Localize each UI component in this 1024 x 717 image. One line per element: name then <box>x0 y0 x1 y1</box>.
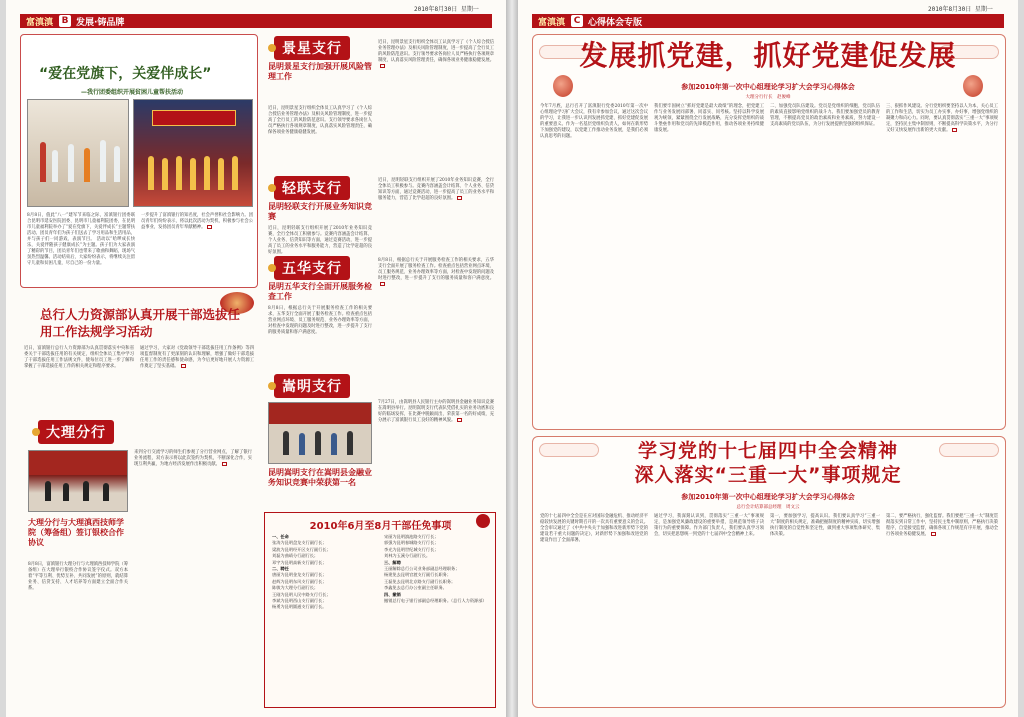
notice-item: 唐丽为昆明金龙支行副行长； <box>272 572 327 578</box>
branch-tag-wuhua: 五华支行 <box>274 256 350 280</box>
article-body-col1: 近日，富滇银行总行人力资源部为认真贯彻落实中央和省委关于干部选拔任用的有关规定，组织全体员工集中学习了干部选拔任用工作法规文件，使每位员工进一步了解和掌握了干部选拔任用工作的相关规定和程序要求。 <box>24 346 134 369</box>
notice-item: 王磊免去昆明北京路支行副行长职务； <box>384 578 456 584</box>
notice-item: 撤销总行电子银行部副总经理职务。（总行人力资源部） <box>384 598 487 604</box>
masthead-logo: 富滇滇 <box>26 17 54 28</box>
wuhua-article-title: 昆明五华支行全面开展服务检查工作 <box>268 282 372 301</box>
notice-item: 宋丽为昆明滇池路支行行长； <box>384 534 439 539</box>
notice-item: 陈敏为大理分行副行长； <box>272 585 319 591</box>
photo-dali-signing <box>28 450 128 512</box>
article-body-col2: 通过学习，我深刻认识到，贯彻落实“三重一大”事项规定，是加强党风廉政建设的重要举措，是规范领导班子决策行为的重要保障。作为部门负责人，我们要认真学习领会，切实把思想统一到党的十七届四中全会精神上来。 <box>654 514 764 537</box>
notice-item: 刘磊为曲靖分行副行长； <box>272 553 319 559</box>
jingxing-article-body-col1: 近日，昆明景星支行组织全体员工认真学习了《个人综合授信业务管理办法》及相关风险管理制度，进一步提高了全行员工的风险防范意识。支行领导要求各岗位人员严格执行各项规章制度，认真落实风险管理责任，确保各项业务健康稳健发展。 <box>268 106 372 135</box>
article-body-col4: 三、狠抓作风建设。分行党组织要坚持以人为本，关心员工的工作和生活，切实为员工办实事、办好事，增强党组织的凝聚力和向心力。同时，要认真贯彻落实“三重一大”事项规定，坚持民主集中制原则，不断提高科学决策水平，为分行又好又快发展作出新的更大贡献。 <box>886 104 998 133</box>
notice-item: 赵辉为昆明东风支行副行长； <box>272 578 327 584</box>
pen-icon <box>476 514 490 528</box>
photo-songming-award <box>268 402 372 464</box>
notice-item: 王丽解除总行公司业务部副总经理职务； <box>384 566 460 572</box>
article-subtitle: 参加2010年第一次中心组理论学习扩大会学习心得体会 <box>681 493 855 501</box>
notice-item: 李斌为昆明西山支行副行长； <box>272 598 327 604</box>
branch-tag-jingxing: 景星支行 <box>274 36 350 60</box>
end-mark-icon <box>380 64 385 68</box>
notice-item: 杨建免去昆明官渡支行副行长职务； <box>384 572 452 578</box>
personnel-notice-col2 <box>384 534 492 604</box>
jingxing-article-title: 昆明景星支行加强开展风险管理工作 <box>268 62 372 81</box>
article-title: 总行人力资源部认真开展干部选拔任用工作法规学习活动 <box>40 307 241 339</box>
article-children-aid <box>20 34 258 288</box>
dali-article-body-col1: 8月8日，富滇银行大理分行与大理滇西技师学院（筹备组）在大理举行银校合作协议签字仪式。双方本着“平等互利、优势互补、共同发展”的原则，就结算业务、信贷支持、人才培养等方面建立全面合作关系。 <box>28 562 128 591</box>
branch-tag-qinglian: 轻联支行 <box>274 176 350 200</box>
end-mark-icon <box>380 282 385 286</box>
section-title: 心得体会专版 <box>588 17 643 28</box>
qinglian-article-body-col1: 近日，昆明轻联支行组织开展了2010年业务知识竞赛，全行全体员工积极参与。竞赛内容涵盖会计结算、个人业务、信贷知识等方面，通过竞赛活动，进一步提高了员工的业务水平和服务能力，营造了比学赶超的良好氛围。 <box>268 226 372 255</box>
article-title-line1: 学习党的十七届四中全会精神 <box>637 440 898 462</box>
notice-section-heading: 一、任命 <box>272 534 289 539</box>
dateline: 2010年8月30日 星期一 <box>928 6 993 13</box>
branch-tag-dali: 大理分行 <box>38 420 114 444</box>
page-c <box>518 0 1018 717</box>
article-byline: 大理分行行长 赵俊峰 <box>745 95 791 100</box>
page-gutter <box>506 0 518 717</box>
article-title: 发展抓党建，抓好党建促发展 <box>579 39 957 72</box>
branch-tag-songming: 嵩明支行 <box>274 374 350 398</box>
wuhua-article-body-col2: 8月8日，根据总行关于开展服务检查工作的相关要求，五华支行全面开展了服务检查工作。检查重点包括营业网点环境、员工服务规范、业务办理效率等方面，对检查中发现的问题及时进行整改，进一步提升了支行的服务质量和客户满意度。 <box>378 258 494 366</box>
article-byline: 总行会计结算部总经理 周文云 <box>736 505 800 510</box>
notice-item: 郭强为昆明春城路支行行长； <box>384 540 439 546</box>
masthead <box>20 14 492 28</box>
notice-section-heading: 二、聘任 <box>272 566 289 572</box>
notice-item: 李光为昆明世纪城支行行长； <box>384 546 439 552</box>
page-b <box>6 0 506 717</box>
article-subtitle: —我行团委组织开展贫困儿童帮扶活动 <box>81 89 184 96</box>
end-mark-icon <box>207 225 212 229</box>
article-subtitle: 参加2010年第一次中心组理论学习扩大会学习心得体会 <box>681 83 855 91</box>
end-mark-icon <box>222 462 227 466</box>
photo-stage-performance <box>133 99 253 207</box>
notice-item: 李鑫免去总行办公室副主任职务。 <box>384 585 447 591</box>
dali-article-title: 大理分行与大理滇西技师学院（筹备组）签订银校合作协议 <box>28 518 124 547</box>
notice-item: 刘林为玉溪分行副行长。 <box>384 553 431 559</box>
notice-item: 张涛为昆明盘龙支行副行长； <box>272 540 327 546</box>
article-body-col1: 今年7月底，总行召开了富滇银行党委2010年第一次中心组理论学习扩大会议，我有幸参加会议，通过这次会议的学习，让我进一步认识到发展抓党建、抓好党建促发展的重要意义。作为一名基层党组织负责人，如何在新形势下加强党的建设，以党建工作推动业务发展，是我们必须认真思考的问题。 <box>540 104 648 139</box>
songming-article-body: 7月27日，由嵩明县人民银行主办的嵩明县金融业务知识竞赛在嵩明县举行。昆明嵩明支行代表队凭借扎实的业务功底和良好的临场发挥，在比赛中脱颖而出，荣获第一名的好成绩，充分展示了富滇银行员工良好的精神风貌。 <box>378 400 495 423</box>
article-body-col2: 我们要牢固树立“抓好党建是最大政绩”的理念，把党建工作与业务发展同部署、同落实、同考核。坚持以科学发展观为统领，紧紧围绕全行发展战略，充分发挥党组织的战斗堡垒作用和党员的先锋模范作用，推动各项业务持续健康发展。 <box>654 104 764 133</box>
article-title: “爱在党旗下，关爱伴成长” <box>39 66 212 82</box>
end-mark-icon <box>952 128 957 132</box>
end-mark-icon <box>457 418 462 422</box>
article-body-col3: 二、加强党员队伍建设。党员是党组织的细胞，党员队伍的素质直接影响党组织的战斗力。我们要加强党员的教育管理，不断提高党员的政治素质和业务素质，努力建设一支高素质的党员队伍，为分行发展提供坚强的组织保证。 <box>770 104 880 127</box>
section-letter: C <box>571 15 583 27</box>
notice-item: 梁波为昆明经开区支行副行长； <box>272 546 331 552</box>
masthead <box>532 14 1004 28</box>
end-mark-icon <box>457 196 462 200</box>
notice-section-heading: 三、解聘 <box>384 559 401 565</box>
article-title-line2: 深入落实“三重一大”事项规定 <box>634 464 902 486</box>
notice-section-heading: 四、撤销 <box>384 591 401 597</box>
dali-article-body-col2: 来到分行交流学习的师生们参观了分行营业网点，了解了银行业务流程，双方表示将以此次签约为契机，不断深化合作，实现互利共赢，为地方经济发展作出积极贡献。 <box>134 450 252 467</box>
personnel-notice-title: 2010年6月至8月干部任免事项 <box>309 521 452 532</box>
personnel-notice-col1 <box>272 534 376 611</box>
section-letter: B <box>59 15 71 27</box>
qinglian-article-body-col2: 近日，昆明轻联支行组织开展了2010年业务知识竞赛，全行全体员工积极参与。竞赛内容涵盖会计结算、个人业务、信贷知识等方面，通过竞赛活动，进一步提高了员工的业务水平和服务能力，营造了比学赶超的良好氛围。 <box>378 178 495 201</box>
article-body-col1: 党的十七届四中全会是在应对国际金融危机、推动经济平稳较快发展的关键时期召开的一次具有重要意义的会议。全会审议通过了《中共中央关于加强和改进新形势下党的建设若干重大问题的决定》，对新形势下加强和改进党的建设作出了全面部署。 <box>540 514 648 543</box>
dateline: 2010年8月30日 星期一 <box>414 6 479 13</box>
songming-article-title: 昆明嵩明支行在嵩明县金融业务知识竞赛中荣获第一名 <box>268 468 372 487</box>
notice-item: 邓宇为昆明高新支行副行长； <box>272 559 327 565</box>
end-mark-icon <box>931 532 936 536</box>
article-body-col4: 第二，要严格执行，强化监督。我们要把“三重一大”制度贯彻落实到日常工作中，坚持民主集中制原则，严格执行决策程序，自觉接受监督，确保各项工作规范有序开展，推动全行各项业务稳健发展。 <box>886 514 998 537</box>
section-title: 发展·铸品牌 <box>76 17 125 28</box>
article-body-col2: 一步提升了富滇银行的知名度，社会声誉和社会影响力。团员青年们纷纷表示，将以此次活动为契机，积极参与社会公益事业，发扬团员青年奉献精神。 <box>141 213 253 230</box>
masthead-logo: 富滇滇 <box>538 17 566 28</box>
photo-children-activity <box>27 99 129 207</box>
notice-item: 王刚为昆明人民中路支行行长； <box>272 591 331 597</box>
article-body-col2: 通过学习，大家对《党政领导干部选拔任用工作条例》等四项监督制度有了更深刻的认识和理解，增强了做好干部选拔任用工作的责任感和使命感，为今后更好地开展人力资源工作奠定了坚实基础。 <box>140 346 254 369</box>
article-body-col3: 第一，要加强学习，提高认识。我们要认真学习“三重一大”制度的相关规定，准确把握制度的精神实质，切实增强执行制度的自觉性和坚定性，做到重大事项集体研究、集体决策。 <box>770 514 880 537</box>
notice-item: 杨勇为昆明圆通支行副行长。 <box>272 604 327 610</box>
end-mark-icon <box>181 364 186 368</box>
qinglian-article-title: 昆明轻联支行开展业务知识竞赛 <box>268 202 372 221</box>
article-hr-study <box>20 292 258 412</box>
jingxing-article-body-col2: 近日，昆明景星支行组织全体员工认真学习了《个人综合授信业务管理办法》及相关风险管理制度，进一步提高了全行员工的风险防范意识。支行领导要求各岗位人员严格执行各项规章制度，认真落实风险管理责任，确保各项业务健康稳健发展。 <box>378 40 494 170</box>
wuhua-article-body-col1: 8月8日，根据总行关于开展服务检查工作的相关要求，五华支行全面开展了服务检查工作。检查重点包括营业网点环境、员工服务规范、业务办理效率等方面，对检查中发现的问题及时进行整改，进一步提升了支行的服务质量和客户满意度。 <box>268 306 372 335</box>
article-body-col1: 8月8日，值此“八一”建军节来临之际，富滇银行团委联合昆明市延安医院团委、昆明市儿童福利院团委，在昆明市儿童福利院举办了“爱在党旗下，关爱伴成长”主题帮扶活动。团员青年们为孩子们送去了学习用品和生活用品，并与孩子们一同游戏、表演节目。 活动以“哈啰成长快乐，关爱伴随孩子健康成长”为主题。孩子们为大家表演了精彩的节目，团员青年们也带来了歌曲和舞蹈，现场气氛热烈温馨。活动结束后，大家纷纷表示，将继续关注留守儿童和贫困儿童，尽自己的一份力量。 <box>27 213 135 266</box>
